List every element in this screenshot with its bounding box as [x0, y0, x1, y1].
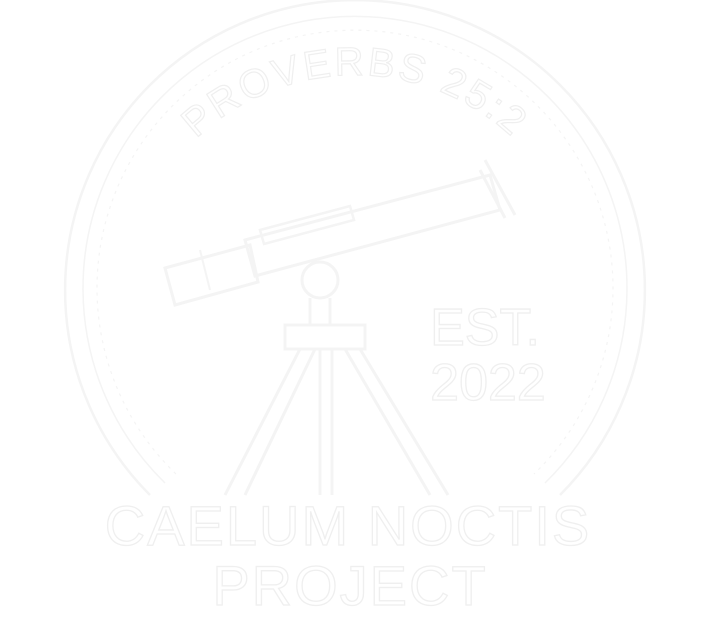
motto-text: PROVERBS 25:2 [173, 39, 537, 146]
logo-title-line1: CAELUM NOCTIS [104, 494, 592, 557]
logo-title-line2: PROJECT [212, 554, 488, 617]
est-label: EST. [430, 299, 540, 357]
est-year: 2022 [430, 354, 546, 412]
